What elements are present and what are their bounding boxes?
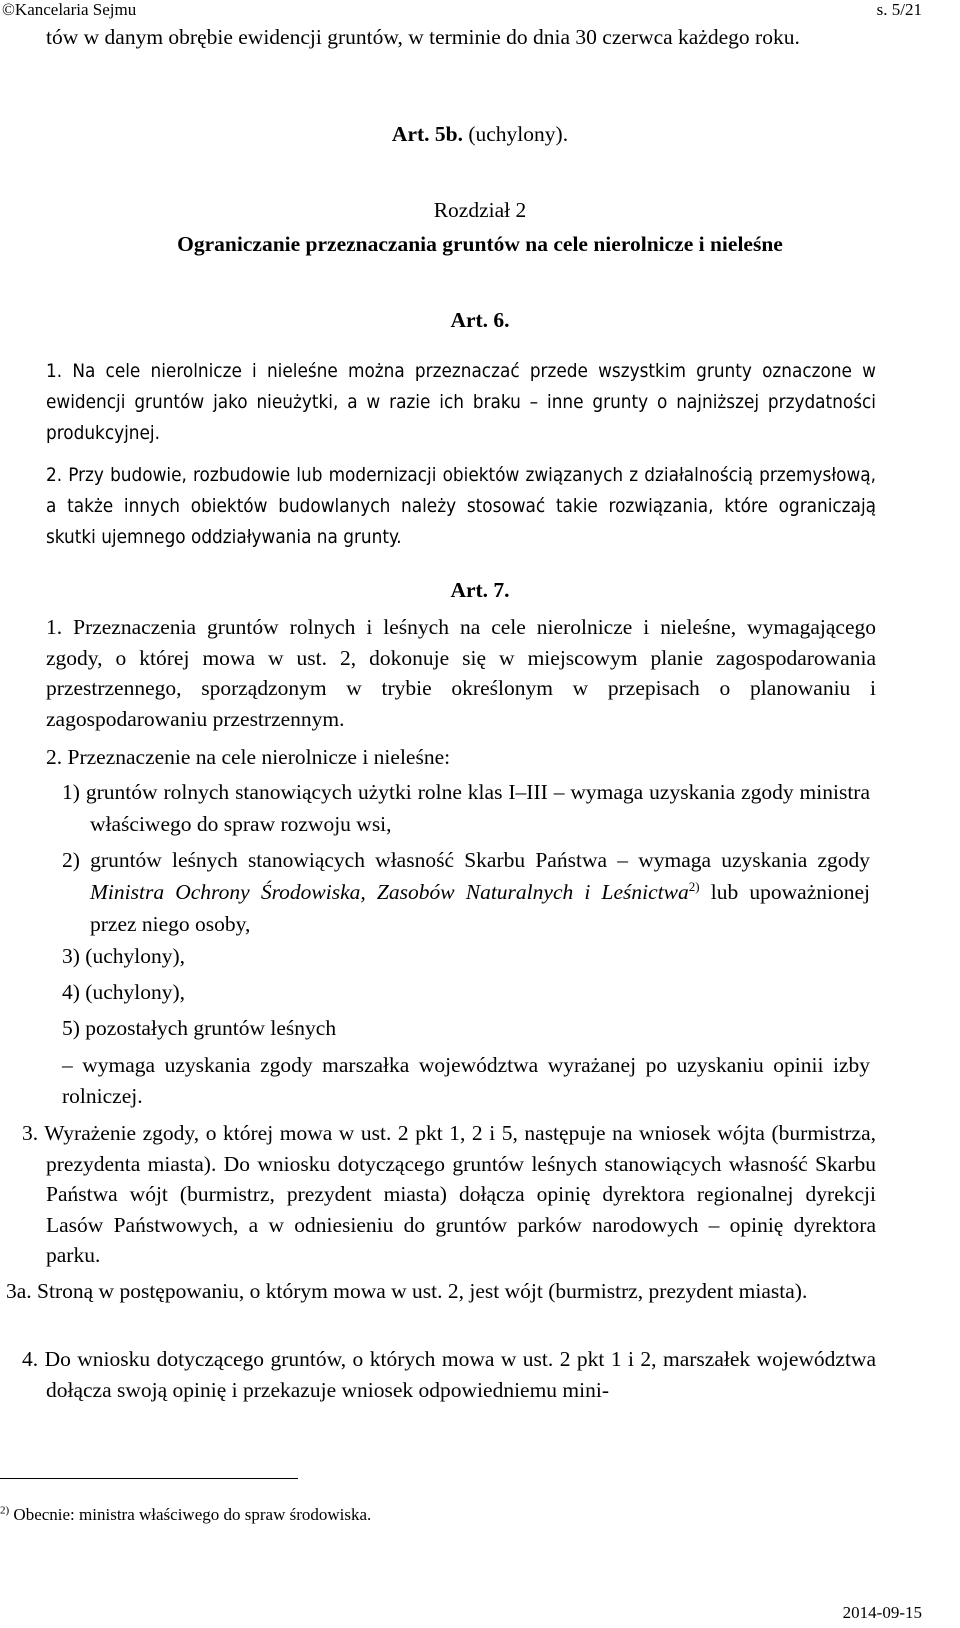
art-7-para-1: 1. Przeznaczenia gruntów rolnych i leśnych na cele nierolnicze i nieleśne, wymagającego zgody, o której mowa w ust. 2, dokonuje się w miejscowym planie zagospodarowania przestrzennego, sporządzonym w trybie określonym w przepisach o planowaniu i zagospodarowaniu przestrzennym. bbox=[46, 615, 876, 731]
art-6-para-2: 2. Przy budowie, rozbudowie lub modernizacji obiektów związanych z działalnością przemysłową, a także innych obiektów budowlanych należy stosować takie rozwiązania, które ograniczają skutki ujemnego oddziaływania na grunty. bbox=[46, 465, 876, 548]
item-text: (uchylony), bbox=[85, 980, 186, 1004]
item-text-italic: Ministra Ochrony Środowiska, Zasobów Naturalnych i Leśnictwa bbox=[90, 880, 689, 904]
art-5b-label: Art. 5b. bbox=[391, 122, 463, 146]
footnote-ref: 2) bbox=[688, 878, 700, 894]
footnote-separator bbox=[0, 1478, 298, 1479]
art-7-item-5 bbox=[62, 1012, 870, 1044]
item-number: 2) bbox=[62, 848, 80, 872]
art-7-item-4 bbox=[62, 976, 870, 1008]
art-6-label: Art. 6. bbox=[450, 308, 510, 332]
chapter-number: Rozdział 2 bbox=[433, 198, 527, 222]
footnote-number: 2) bbox=[0, 1504, 10, 1517]
item-number: 3) bbox=[62, 944, 80, 968]
art-7-para-3a: 3a. Stroną w postępowaniu, o którym mowa w ust. 2, jest wójt (burmistrz, prezydent miasta). bbox=[6, 1279, 808, 1303]
art-7-label: Art. 7. bbox=[450, 578, 510, 602]
art-7-item-2 bbox=[62, 844, 870, 940]
art-7-item-3 bbox=[62, 940, 870, 972]
art-7-item-1 bbox=[62, 776, 870, 840]
page-number: s. 5/21 bbox=[876, 0, 922, 19]
item-text: pozostałych gruntów leśnych bbox=[85, 1016, 337, 1040]
item-text: (uchylony), bbox=[85, 944, 186, 968]
item-text: gruntów rolnych stanowiących użytki rolne klas I–III – wymaga uzyskania zgody ministra właściwego do spraw rozwoju wsi, bbox=[85, 780, 871, 836]
continuation-text: tów w danym obrębie ewidencji gruntów, w terminie do dnia 30 czerwca każdego roku. bbox=[46, 25, 800, 49]
item-number: 5) bbox=[62, 1016, 80, 1040]
header-source: ©Kancelaria Sejmu bbox=[2, 0, 137, 19]
art-6-para-1: 1. Na cele nierolnicze i nieleśne można przeznaczać przede wszystkim grunty oznaczone w ewidencji gruntów jako nieużytki, a w razie ich braku – inne grunty o najniższej przydatności produkcyjnej. bbox=[46, 361, 876, 444]
item-number: 4) bbox=[62, 980, 80, 1004]
chapter-title: Ograniczanie przeznaczania gruntów na cele nierolnicze i nieleśne bbox=[177, 232, 783, 256]
footnote-text: Obecnie: ministra właściwego do spraw środowiska. bbox=[13, 1505, 372, 1524]
footnote bbox=[0, 1505, 371, 1525]
art-7-para-3: 3. Wyrażenie zgody, o której mowa w ust. 2 pkt 1, 2 i 5, następuje na wniosek wójta (burmistrza, prezydenta miasta). Do wniosku dotyczącego gruntów leśnych stanowiących własność Skarbu Państwa wójt (burmistrz, prezydent miasta) dołącza opinię dyrektora regionalnej dyrekcji Lasów Państwowych, a w odniesieniu do gruntów parków narodowych – opinię dyrektora parku. bbox=[22, 1121, 876, 1267]
item-number: 1) bbox=[62, 780, 80, 804]
art-7-para-2-intro: 2. Przeznaczenie na cele nierolnicze i nieleśne: bbox=[46, 745, 451, 769]
footer-date: 2014-09-15 bbox=[842, 1603, 922, 1622]
art-7-para-2-tail: – wymaga uzyskania zgody marszałka województwa wyrażanej po uzyskaniu opinii izby rolniczej. bbox=[62, 1053, 870, 1108]
art-5b-text: (uchylony). bbox=[468, 122, 569, 146]
art-5b bbox=[0, 122, 960, 147]
item-text-b: lub upoważnionej przez niego osoby, bbox=[90, 880, 870, 936]
item-text-a: gruntów leśnych stanowiących własność Skarbu Państwa – wymaga uzyskania zgody bbox=[90, 848, 870, 872]
art-7-para-4: 4. Do wniosku dotyczącego gruntów, o których mowa w ust. 2 pkt 1 i 2, marszałek województwa dołącza swoją opinię i przekazuje wniosek odpowiedniemu mini- bbox=[22, 1347, 876, 1402]
